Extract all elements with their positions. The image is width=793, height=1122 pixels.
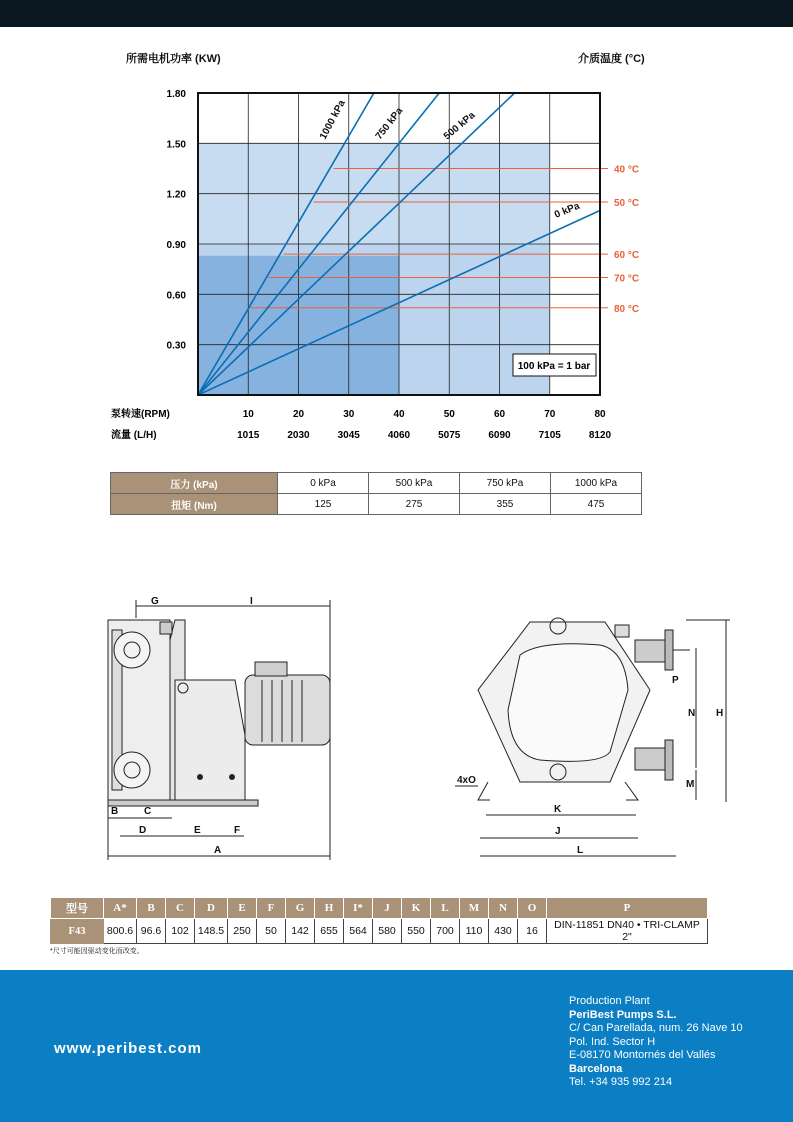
power-axis-title: 所需电机功率 (KW) — [126, 53, 221, 65]
temperature-label: 70 °C — [614, 273, 640, 285]
table-cell: 50 — [257, 919, 286, 944]
table-cell: 110 — [460, 919, 489, 944]
front-view-drawing — [455, 618, 730, 856]
column-header: I* — [344, 898, 373, 919]
column-header: N — [489, 898, 518, 919]
table-cell: 355 — [460, 494, 551, 515]
x-tick-label: 20 — [292, 409, 305, 420]
temperature-label: 40 °C — [614, 164, 640, 176]
column-header: H — [315, 898, 344, 919]
city-name: Barcelona — [569, 1062, 623, 1075]
table-cell: 550 — [402, 919, 431, 944]
dim-label-l: L — [577, 845, 584, 856]
table-cell: 700 — [431, 919, 460, 944]
table-cell: 96.6 — [137, 919, 166, 944]
table-row — [51, 919, 708, 944]
y-tick-label: 1.50 — [166, 139, 186, 151]
column-header: O — [518, 898, 547, 919]
row-header: 压力 (kPa) — [111, 473, 278, 494]
temperature-label: 80 °C — [614, 303, 640, 315]
x-tick-label: 10 — [242, 409, 254, 420]
footer — [0, 970, 793, 1122]
table-cell: 500 kPa — [369, 473, 460, 494]
footnote: *尺寸可能因驱动变化而改变。 — [50, 948, 144, 955]
column-header: K — [402, 898, 431, 919]
phone-number: Tel. +34 935 992 214 — [569, 1076, 673, 1088]
column-header: B — [137, 898, 166, 919]
table-cell: 580 — [373, 919, 402, 944]
address-line: C/ Can Parellada, num. 26 Nave 10 — [569, 1022, 743, 1034]
dim-label-i: I — [250, 596, 253, 607]
address-line: Production Plant — [569, 995, 650, 1007]
dim-label-a: A — [214, 845, 222, 856]
table-cell: 564 — [344, 919, 373, 944]
side-view-drawing — [108, 600, 330, 860]
x-tick-label: 30 — [343, 409, 355, 420]
row-header: 扭矩 (Nm) — [111, 494, 278, 515]
column-header: J — [373, 898, 402, 919]
flow-tick-label: 1015 — [237, 430, 260, 441]
table-cell: 655 — [315, 919, 344, 944]
dim-label-4xo: 4xO — [457, 775, 476, 786]
table-cell: 142 — [286, 919, 315, 944]
table-cell: 16 — [518, 919, 547, 944]
dim-label-g: G — [151, 596, 159, 607]
address-line: E-08170 Montornés del Vallés — [569, 1049, 716, 1061]
series-label: 0 kPa — [553, 200, 582, 221]
table-cell: 148.5 — [195, 919, 228, 944]
y-tick-label: 0.90 — [166, 240, 186, 251]
website-link[interactable]: www.peribest.com — [54, 1040, 202, 1057]
dim-label-n: N — [688, 708, 696, 719]
y-tick-label: 1.80 — [166, 89, 186, 100]
dim-label-c: C — [144, 806, 152, 817]
series-label: 1000 kPa — [317, 98, 348, 142]
temperature-axis-title: 介质温度 (°C) — [578, 53, 645, 65]
dimensions-table — [50, 897, 708, 944]
x-tick-label: 40 — [393, 409, 405, 420]
address-block — [569, 995, 743, 1090]
x-axis-label: 泵转速(RPM) — [111, 409, 170, 420]
dim-label-d: D — [139, 825, 147, 836]
flow-tick-label: 7105 — [538, 430, 561, 441]
dim-label-f: F — [234, 825, 241, 836]
address-line: Pol. Ind. Sector H — [569, 1035, 656, 1048]
table-cell: 800.6 — [104, 919, 137, 944]
x-tick-label: 50 — [443, 409, 455, 420]
table-cell: 250 — [228, 919, 257, 944]
flow-tick-label: 2030 — [287, 430, 310, 441]
flow-tick-label: 8120 — [588, 430, 612, 441]
table-cell: 125 — [278, 494, 369, 515]
table-cell: 0 kPa — [278, 473, 369, 494]
column-header: P — [547, 898, 708, 919]
model-cell: F43 — [51, 919, 104, 944]
column-header: M — [460, 898, 489, 919]
column-header: F — [257, 898, 286, 919]
flow-tick-label: 6090 — [488, 430, 511, 441]
table-cell: 750 kPa — [460, 473, 551, 494]
table-cell: 475 — [551, 494, 642, 515]
series-label: 500 kPa — [441, 109, 478, 143]
dim-label-j: J — [555, 826, 561, 837]
dim-label-b: B — [111, 806, 119, 817]
column-header: G — [286, 898, 315, 919]
column-header: E — [228, 898, 257, 919]
dim-label-p: P — [672, 675, 679, 686]
x-tick-label: 60 — [493, 409, 506, 420]
column-header: C — [166, 898, 195, 919]
y-tick-label: 1.20 — [166, 189, 186, 201]
y-tick-label: 0.30 — [166, 340, 186, 352]
series-label: 750 kPa — [373, 105, 406, 142]
column-header: 型号 — [51, 898, 104, 919]
column-header: A* — [104, 898, 137, 919]
dim-label-e: E — [194, 825, 201, 836]
dim-label-h: H — [716, 708, 724, 719]
dim-label-m: M — [686, 779, 695, 790]
flow-axis-label: 流量 (L/H) — [111, 430, 157, 441]
flow-tick-label: 3045 — [337, 430, 360, 441]
dim-label-k: K — [554, 804, 562, 815]
flow-tick-label: 5075 — [438, 430, 461, 441]
table-cell: 102 — [166, 919, 195, 944]
table-cell: 1000 kPa — [551, 473, 642, 494]
company-name: PeriBest Pumps S.L. — [569, 1008, 677, 1021]
table-cell: 275 — [369, 494, 460, 515]
temperature-label: 60 °C — [614, 250, 640, 262]
table-cell: DIN-11851 DN40 • TRI-CLAMP 2" — [547, 919, 708, 944]
column-header: L — [431, 898, 460, 919]
y-tick-label: 0.60 — [166, 290, 186, 302]
column-header: D — [195, 898, 228, 919]
x-tick-label: 80 — [594, 409, 606, 420]
flow-tick-label: 4060 — [387, 430, 411, 441]
table-cell: 430 — [489, 919, 518, 944]
annotation-text: 100 kPa = 1 bar — [517, 361, 591, 372]
x-tick-label: 70 — [544, 409, 556, 420]
table-header-row — [51, 898, 708, 919]
temperature-label: 50 °C — [614, 198, 640, 210]
